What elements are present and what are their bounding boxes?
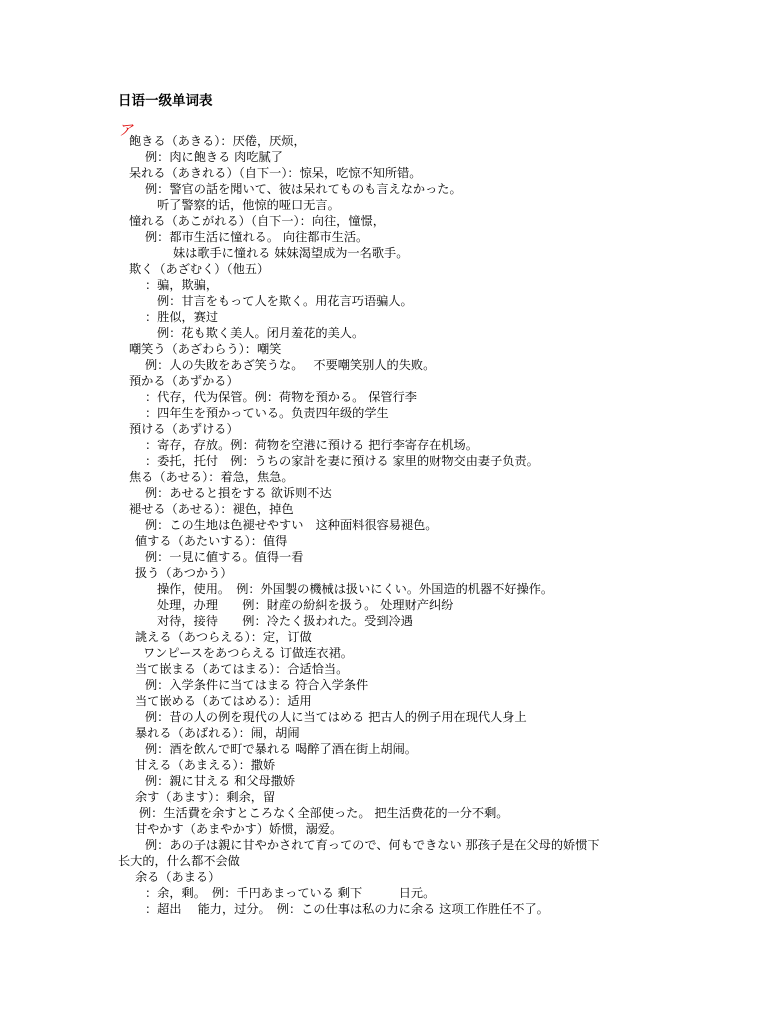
entry-line: ：超出 能力，过分。 例：この仕事は私の力に余る 这项工作胜任不了。 xyxy=(145,902,549,916)
entry-line: 例：親に甘える 和父母撒娇 xyxy=(145,774,296,788)
entry-line: 嘲笑う（あざわらう）：嘲笑 xyxy=(129,342,282,356)
entry-line: 对待，接待 例：冷たく扱われた。受到冷遇 xyxy=(157,614,413,628)
entry-line: 余す（あます）：剩余，留 xyxy=(135,790,276,804)
entry-line: ：四年生を預かっている。负责四年级的学生 xyxy=(145,406,389,420)
entry-line: 甘える（あまえる）：撒娇 xyxy=(135,758,276,772)
section-header-a: ア xyxy=(118,121,134,139)
entry-line: 誂える（あつらえる）：定，订做 xyxy=(135,630,312,644)
entry-line: 値する（あたいする）：值得 xyxy=(135,534,288,548)
entry-line: 处理，办理 例：財産の紛糾を扱う。 处理财产纠纷 xyxy=(157,598,454,612)
entry-line: 預ける（あずける） xyxy=(129,422,239,436)
entry-line: 暴れる（あばれる）：闹，胡闹 xyxy=(135,726,300,740)
entry-line: ：胜似，赛过 xyxy=(145,310,219,324)
entry-line: ：寄存，存放。例：荷物を空港に預ける 把行李寄存在机场。 xyxy=(145,438,478,452)
entry-line: ワンピースをあつらえる 订做连衣裙。 xyxy=(143,646,353,660)
entry-line: 当て嵌める（あてはめる）：适用 xyxy=(135,694,312,708)
entry-line: ：骗，欺骗， xyxy=(145,278,219,292)
entry-line: 听了警察的话，他惊的哑口无言。 xyxy=(157,198,340,212)
entry-line: 例：酒を飲んで町で暴れる 喝醉了酒在街上胡闹。 xyxy=(145,742,417,756)
entry-line: ：余，剩。 例：千円あまっている 剩下 日元。 xyxy=(145,886,436,900)
entry-line: 例：肉に飽きる 肉吃腻了 xyxy=(145,150,283,164)
entry-line: 呆れる（あきれる）（自下一）：惊呆，吃惊不知所错。 xyxy=(129,166,422,180)
entry-line: 例：生活費を余すところなく全部使った。 把生活费花的一分不剩。 xyxy=(139,806,509,820)
entry-line: 例：昔の人の例を現代の人に当てはめる 把古人的例子用在现代人身上 xyxy=(145,710,527,724)
entry-line: 例：都市生活に憧れる。 向往都市生活。 xyxy=(145,230,369,244)
entry-line: 褪せる（あせる）：褪色，掉色 xyxy=(129,502,294,516)
entry-line: 預かる（あずかる） xyxy=(129,374,239,388)
entry-line: 例：花も欺く美人。闭月羞花的美人。 xyxy=(157,326,365,340)
entry-line: 操作，使用。 例：外国製の機械は扱いにくい。外国造的机器不好操作。 xyxy=(157,582,554,596)
entry-line: 例：あの子は親に甘やかされて育ってので、何もできない 那孩子是在父母的娇惯下 xyxy=(145,838,600,852)
entry-line: 焦る（あせる）：着急，焦急。 xyxy=(129,470,294,484)
entry-line: ：代存，代为保管。例：荷物を預かる。 保管行李 xyxy=(145,390,417,404)
entry-line: 例：警官の話を聞いて、彼は呆れてものも言えなかった。 xyxy=(145,182,462,196)
entry-line: 欺く（あざむく）（他五） xyxy=(129,262,270,276)
entry-line: 妹は歌手に憧れる 妹妹渴望成为一名歌手。 xyxy=(173,246,409,260)
entry-line: 例：入学条件に当てはまる 符合入学条件 xyxy=(145,678,369,692)
entry-line: 飽きる（あきる）：厌倦，厌烦， xyxy=(129,134,306,148)
entry-line: 长大的，什么都不会做 xyxy=(118,854,240,868)
entry-line: 当て嵌まる（あてはまる）：合适恰当。 xyxy=(135,662,349,676)
entry-line: 例：一見に値する。值得一看 xyxy=(145,550,304,564)
entry-line: 憧れる（あこがれる）（自下一）：向往，憧憬， xyxy=(129,214,385,228)
entry-line: 扱う（あつかう） xyxy=(135,566,233,580)
entry-line: 例：この生地は色褪せやすい 这种面料很容易褪色。 xyxy=(145,518,438,532)
entry-line: 例：あせると損をする 欲诉则不达 xyxy=(145,486,332,500)
entry-line: ：委托，托付 例：うちの家計を妻に預ける 家里的财物交由妻子负责。 xyxy=(145,454,539,468)
document-title: 日语一级单词表 xyxy=(118,93,213,109)
entry-line: 例：甘言をもって人を欺く。用花言巧语骗人。 xyxy=(157,294,413,308)
entry-line: 余る（あまる） xyxy=(135,870,221,884)
entry-line: 甘やかす（あまやかす）娇惯，溺爱。 xyxy=(135,822,343,836)
entry-line: 例：人の失敗をあざ笑うな。 不要嘲笑别人的失败。 xyxy=(145,358,436,372)
